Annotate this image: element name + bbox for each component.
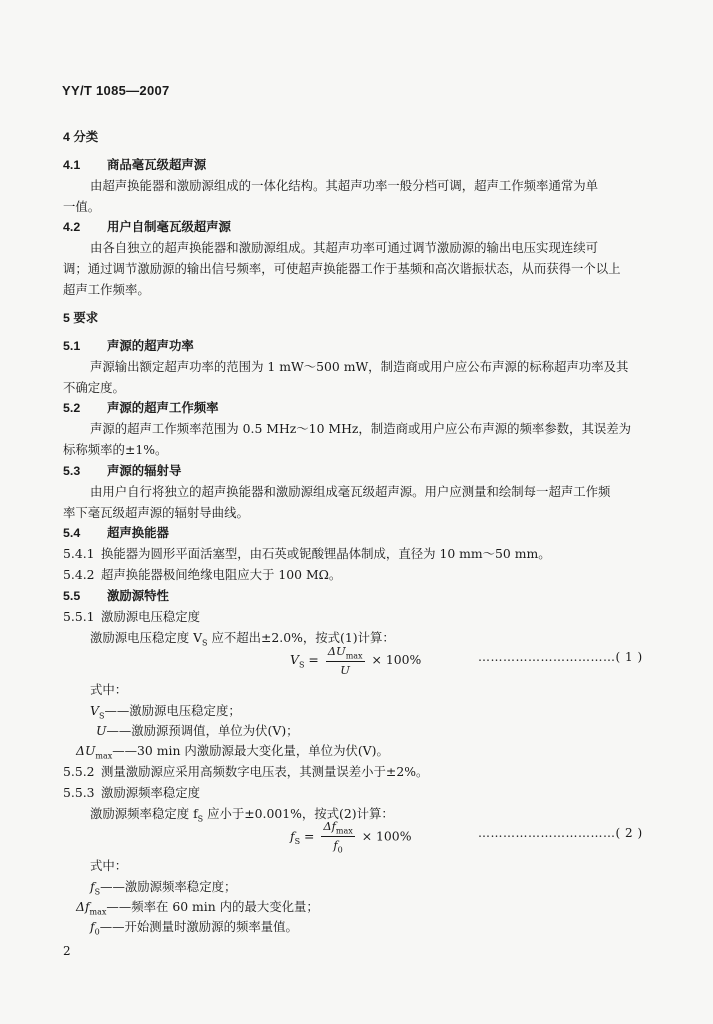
paragraph-line: 一值。 <box>63 199 101 214</box>
variable-definition <box>76 901 319 916</box>
subscript: max <box>335 826 353 836</box>
clause-text: 超声换能器极间绝缘电阻应大于 100 MΩ。 <box>100 567 342 582</box>
subscript: max <box>95 751 113 761</box>
paragraph-line: 标称频率的±1%。 <box>63 442 168 457</box>
section-5-2-heading <box>63 402 219 414</box>
section-4-1-heading <box>63 159 206 171</box>
section-5-1-heading <box>63 340 194 352</box>
subscript: S <box>298 660 305 670</box>
section-5-4-heading <box>63 527 169 539</box>
paragraph-line: 声源输出额定超声功率的范围为 1 mW～500 mW，制造商或用户应公布声源的标称超声功率及其 <box>90 359 629 374</box>
clause-title: 超声换能器 <box>107 526 169 540</box>
variable-definition <box>90 881 236 896</box>
section-5-5-heading <box>63 590 169 602</box>
clause-text: 换能器为圆形平面活塞型，由石英或铌酸锂晶体制成，直径为 10 mm～50 mm。 <box>100 546 551 561</box>
clause-number: 5.5.3 <box>63 785 95 800</box>
denominator <box>326 662 365 677</box>
denominator <box>321 837 354 854</box>
formula-symbol: f <box>90 879 95 894</box>
clause-5-4-1 <box>63 548 551 560</box>
equals-sign: = <box>300 828 319 844</box>
subscript: max <box>89 907 107 917</box>
formula-tail: × 100% <box>357 828 412 844</box>
clause-5-4-2 <box>63 569 341 581</box>
clause-title: 商品毫瓦级超声源 <box>107 158 207 172</box>
fraction <box>321 819 354 855</box>
formula-2 <box>290 819 411 855</box>
clause-number: 5.3 <box>63 464 81 478</box>
text-run: 激励源频率稳定度 f <box>90 806 198 821</box>
subscript: S <box>202 638 208 648</box>
paragraph-line: 超声工作频率。 <box>63 282 150 297</box>
clause-title: 声源的辐射导 <box>107 464 182 478</box>
formula-symbol: Δf <box>323 819 336 833</box>
clause-title: 声源的超声工作频率 <box>107 401 219 415</box>
where-label: 式中： <box>90 858 128 873</box>
clause-title: 激励源频率稳定度 <box>100 785 201 800</box>
clause-number: 5.4.1 <box>63 546 95 561</box>
clause-number: 4.2 <box>63 220 81 234</box>
definition-text: ——开始测量时激励源的频率量值。 <box>99 919 298 934</box>
paragraph-line: 由超声换能器和激励源组成的一体化结构。其超声功率一般分档可调，超声工作频率通常为单 <box>90 178 599 193</box>
equals-sign: = <box>304 652 323 668</box>
section-4-2-heading <box>63 221 231 233</box>
paragraph-line: 声源的超声工作频率范围为 0.5 MHz～10 MHz，制造商或用户应公布声源的频率参数，其误差为 <box>90 421 632 436</box>
formula-symbol: ΔU <box>327 644 346 658</box>
definition-text: ——频率在 60 min 内的最大变化量； <box>106 899 319 914</box>
numerator <box>321 819 354 837</box>
variable-definition <box>90 705 241 720</box>
where-label: 式中： <box>90 682 128 697</box>
clause-number: 4.1 <box>63 158 81 172</box>
section-4-heading: 4 分类 <box>63 130 99 144</box>
section-5-3-heading <box>63 465 181 477</box>
paragraph-line: 调；通过调节激励源的输出信号频率，可使超声换能器工作于基频和高次谐振状态，从而获得一个以上 <box>63 261 621 276</box>
variable-definition <box>76 745 389 760</box>
paragraph-line: 由用户自行将独立的超声换能器和激励源组成毫瓦级超声源。用户应测量和绘制每一超声工作频 <box>90 484 611 499</box>
section-5-heading: 5 要求 <box>63 311 99 325</box>
clause-number: 5.1 <box>63 339 81 353</box>
clause-number: 5.5.1 <box>63 609 95 624</box>
clause-text: 测量激励源应采用高频数字电压表，其测量误差小于±2%。 <box>100 764 429 779</box>
clause-number: 5.4.2 <box>63 567 95 582</box>
subscript: S <box>294 836 301 846</box>
page-number: 2 <box>63 944 71 958</box>
text-run: 应不超出±2.0%，按式(1)计算： <box>207 630 395 645</box>
paragraph-line: 由各自独立的超声换能器和激励源组成。其超声功率可通过调节激励源的输出电压实现连续可 <box>90 240 599 255</box>
formula-symbol: f <box>333 838 338 853</box>
definition-text: ——激励源预调值，单位为伏(V)； <box>106 723 299 738</box>
subscript: S <box>197 814 204 824</box>
subscript: max <box>345 651 363 661</box>
variable-definition <box>96 725 299 737</box>
subscript: 0 <box>337 845 343 855</box>
formula-symbol: f <box>290 828 295 844</box>
formula-symbol: U <box>340 663 350 678</box>
clause-title: 激励源电压稳定度 <box>100 609 201 624</box>
fraction <box>326 644 365 677</box>
formula-symbol: U <box>96 723 107 738</box>
clause-5-5-2 <box>63 766 428 778</box>
formula-tail: × 100% <box>367 652 422 668</box>
formula-symbol: V <box>90 703 99 718</box>
numerator <box>326 644 365 662</box>
clause-number: 5.5 <box>63 589 81 603</box>
definition-text: ——激励源电压稳定度； <box>104 703 241 718</box>
clause-5-5-3-heading <box>63 787 200 799</box>
clause-title: 激励源特性 <box>107 589 169 603</box>
definition-text: ——激励源频率稳定度； <box>100 879 237 894</box>
clause-number: 5.4 <box>63 526 81 540</box>
subscript: 0 <box>94 927 100 937</box>
subscript: S <box>94 887 101 897</box>
clause-number: 5.5.2 <box>63 764 95 779</box>
paragraph-line: 不确定度。 <box>63 380 125 395</box>
variable-definition <box>90 921 298 936</box>
definition-text: ——30 min 内激励源最大变化量，单位为伏(V)。 <box>112 743 389 758</box>
formula-symbol: Δf <box>76 899 90 914</box>
clause-5-5-1-heading <box>63 611 200 623</box>
formula-symbol: V <box>290 652 299 668</box>
paragraph-line: 率下毫瓦级超声源的辐射导曲线。 <box>63 505 249 520</box>
clause-number: 5.2 <box>63 401 81 415</box>
standard-number: YY/T 1085—2007 <box>62 83 170 98</box>
text-run: 激励源电压稳定度 V <box>90 630 203 645</box>
formula-1 <box>290 644 421 677</box>
clause-title: 声源的超声功率 <box>107 339 194 353</box>
subscript: S <box>98 711 105 721</box>
text-run: 应小于±0.001%，按式(2)计算： <box>203 806 394 821</box>
clause-title: 用户自制毫瓦级超声源 <box>107 220 231 234</box>
equation-number-2: ……………………………( 2 ) <box>478 826 643 840</box>
formula-symbol: f <box>90 919 95 934</box>
equation-number-1: ……………………………( 1 ) <box>478 650 643 664</box>
formula-symbol: ΔU <box>76 743 96 758</box>
